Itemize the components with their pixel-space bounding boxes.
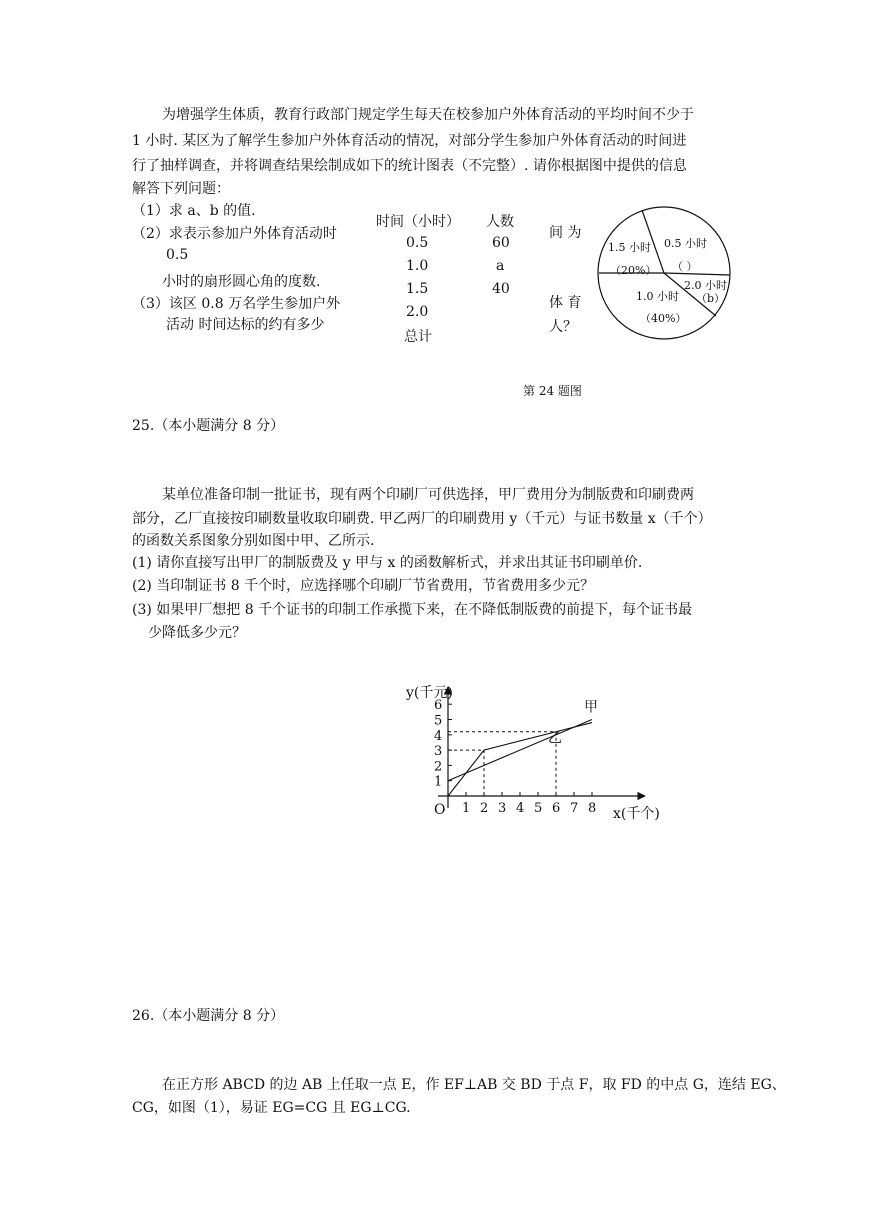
table-row-time: 2.0 bbox=[406, 304, 429, 320]
y-tick-label: 5 bbox=[434, 713, 443, 729]
q25-item: (2) 当印制证书 8 千个时，应选择哪个印刷厂节省费用，节省费用多少元？ bbox=[132, 578, 595, 594]
pie-label-0-5h: 0.5 小时 bbox=[664, 237, 707, 250]
q25-body-line: 部分，乙厂直接按印刷数量收取印刷费. 甲乙两厂的印刷费用 y（千元）与证书数量 x（千个） bbox=[132, 511, 712, 527]
q26-body-line: 在正方形 ABCD 的边 AB 上任取一点 E，作 EF⊥AB 交 BD 于点 F，取 FD 的中点 G，连结 EG、 bbox=[162, 1077, 786, 1093]
q25-body-line: 的函数关系图象分别如图中甲、乙所示. bbox=[132, 533, 375, 549]
q24-fragment-3: 人？ bbox=[549, 319, 577, 335]
q25-item: (1) 请你直接写出甲厂的制版费及 y 甲与 x 的函数解析式，并求出其证书印刷单价. bbox=[132, 555, 643, 571]
q25-item: (3) 如果甲厂想把 8 千个证书的印制工作承揽下来，在不降低制版费的前提下，每个证书最 bbox=[132, 602, 693, 618]
q24-sub2b: 0.5 bbox=[166, 247, 189, 263]
pie-label-1-5h: 1.5 小时 bbox=[608, 241, 651, 254]
y-tick-label: 1 bbox=[434, 774, 443, 790]
table-row-time: 1.0 bbox=[406, 258, 429, 274]
pie-label-1-5h-pct: （20%） bbox=[610, 264, 657, 277]
q24-intro-line-4: 解答下列问题： bbox=[132, 181, 230, 197]
series-line bbox=[448, 723, 592, 796]
q24-sub3b: 活动 时间达标的约有多少 bbox=[166, 317, 325, 333]
series-label: 甲 bbox=[584, 699, 598, 716]
q25-body-line: 某单位准备印制一批证书，现有两个印刷厂可供选择，甲厂费用分为制版费和印刷费两 bbox=[162, 487, 694, 503]
pie-label-1-0h: 1.0 小时 bbox=[636, 290, 679, 303]
y-tick-label: 2 bbox=[434, 759, 443, 775]
pie-label-2-0h: 2.0 小时 bbox=[684, 279, 727, 292]
q24-intro-line-1: 为增强学生体质，教育行政部门规定学生每天在校参加户外体育活动的平均时间不少于 bbox=[162, 107, 694, 123]
x-axis-label: x(千个) bbox=[613, 806, 660, 822]
table-row-time: 0.5 bbox=[406, 235, 429, 251]
pie-chart bbox=[592, 200, 738, 350]
q24-intro-line-2: 1 小时. 某区为了解学生参加户外体育活动的情况，对部分学生参加户外体育活动的时间进 bbox=[132, 133, 687, 149]
x-tick-label: 5 bbox=[534, 801, 543, 816]
y-tick-label: 6 bbox=[434, 698, 443, 714]
line-chart bbox=[400, 660, 690, 830]
q24-sub1: （1）求 a、b 的值. bbox=[132, 203, 256, 219]
q24-sub2c: 小时的扇形圆心角的度数. bbox=[162, 274, 321, 290]
pie-label-0-5h-pct: （ ） bbox=[672, 260, 698, 273]
q24-intro-line-3: 行了抽样调查，并将调查结果绘制成如下的统计图表（不完整）. 请你根据图中提供的信息 bbox=[132, 158, 687, 174]
x-tick-label: 6 bbox=[552, 801, 561, 816]
x-tick-label: 3 bbox=[498, 801, 507, 816]
q26-heading: 26.（本小题满分 8 分） bbox=[132, 1008, 285, 1024]
table-row-count: 60 bbox=[492, 235, 510, 251]
q25-heading: 25.（本小题满分 8 分） bbox=[132, 418, 285, 434]
y-axis-label: y(千元) bbox=[406, 684, 453, 701]
pie-divider bbox=[664, 273, 730, 275]
table-row-time: 1.5 bbox=[406, 281, 429, 297]
table-header-count: 人数 bbox=[486, 214, 514, 230]
table-total-label: 总计 bbox=[404, 329, 432, 345]
x-tick-label: 1 bbox=[462, 801, 471, 816]
q25-item: 少降低多少元？ bbox=[148, 625, 246, 641]
q24-fragment-2: 体 育 bbox=[549, 295, 582, 311]
table-row-count: a bbox=[496, 258, 505, 274]
q24-sub3a: （3）该区 0.8 万名学生参加户外 bbox=[132, 296, 341, 312]
series-line bbox=[448, 720, 592, 781]
table-header-time: 时间（小时） bbox=[376, 214, 460, 230]
x-tick-label: 2 bbox=[480, 801, 489, 816]
series-label: 乙 bbox=[548, 730, 562, 747]
q24-sub2a: （2）求表示参加户外体育活动时 bbox=[132, 226, 337, 242]
origin-label: O bbox=[434, 802, 446, 818]
x-tick-label: 7 bbox=[570, 801, 579, 816]
x-tick-label: 4 bbox=[516, 801, 525, 816]
pie-label-1-0h-pct: （40%） bbox=[640, 312, 687, 325]
y-tick-label: 4 bbox=[434, 728, 443, 744]
x-tick-label: 8 bbox=[588, 801, 597, 816]
figure-caption: 第 24 题图 bbox=[523, 384, 582, 398]
y-tick-label: 3 bbox=[434, 744, 443, 760]
q24-fragment-1: 间 为 bbox=[549, 225, 582, 241]
q26-body-line: CG，如图（1），易证 EG=CG 且 EG⊥CG. bbox=[132, 1100, 411, 1116]
pie-label-2-0h-pct: （b） bbox=[696, 292, 726, 305]
table-row-count: 40 bbox=[492, 281, 510, 297]
